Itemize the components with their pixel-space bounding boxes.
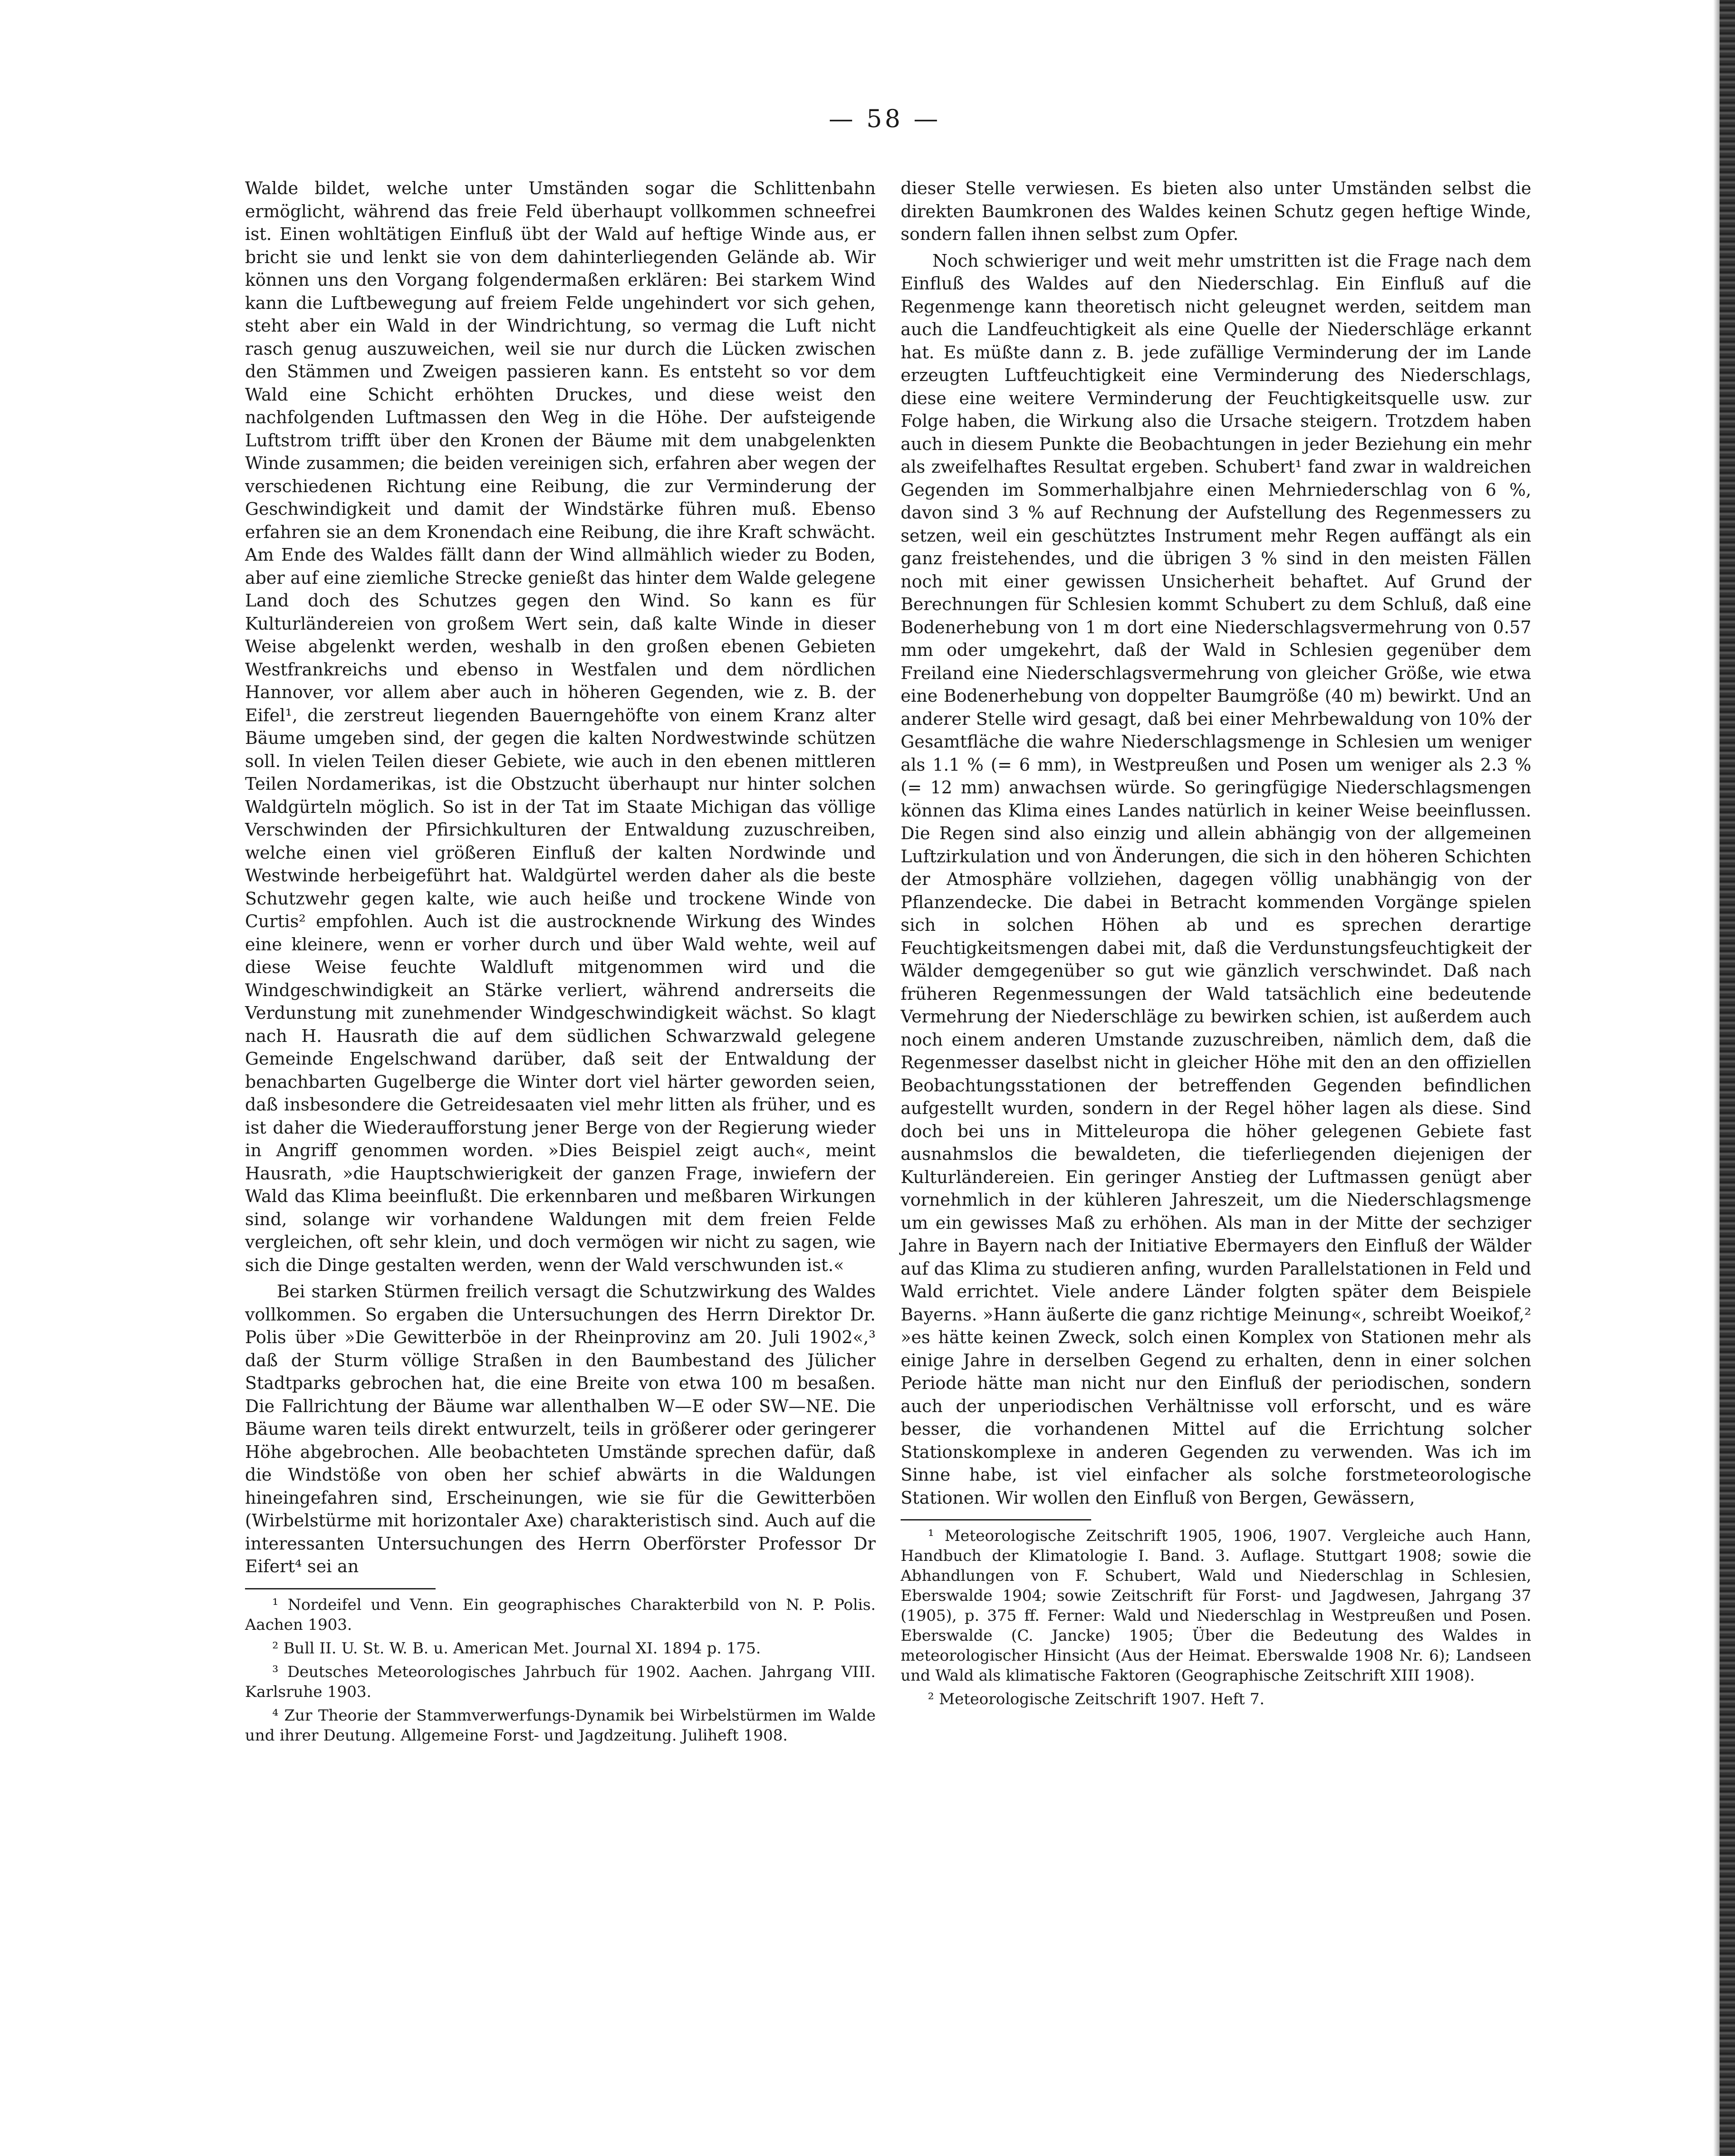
- left-footnote-3: ³ Deutsches Meteorologisches Jahrbuch für 1902. Aachen. Jahrgang VIII. Karlsruhe 1903.: [245, 1662, 876, 1701]
- right-footnote-divider: [901, 1519, 1091, 1520]
- right-footnote-2: ² Meteorologische Zeitschrift 1907. Heft 7.: [928, 1690, 1264, 1708]
- right-column: [901, 177, 1531, 1713]
- scan-edge-border: [1720, 0, 1735, 2156]
- left-footnotes: [245, 1595, 876, 1745]
- left-paragraph-1: Walde bildet, welche unter Umständen sogar die Schlittenbahn ermöglicht, während das freie Feld überhaupt vollkommen schneefrei ist. Einen wohltätigen Einfluß übt der Wald auf heftige Winde aus, er bricht sie und lenkt sie von dem dahinterliegenden Gelände ab. Wir können uns den Vorgang folgendermaßen erklären: Bei starkem Wind kann die Luftbewegung auf freiem Felde ungehindert vor sich gehen, steht aber ein Wald in der Windrichtung, so vermag die Luft nicht rasch genug auszuweichen, weil sie nur durch die Lücken zwischen den Stämmen und Zweigen passieren kann. Es entsteht so vor dem Wald eine Schicht erhöhten Druckes, und diese weist den nachfolgenden Luftmassen den Weg in die Höhe. Der aufsteigende Luftstrom trifft über den Kronen der Bäume mit dem unabgelenkten Winde zusammen; die beiden vereinigen sich, erfahren aber wegen der verschiedenen Richtung eine Reibung, die zur Verminderung der Geschwindigkeit und damit der Windstärke führen muß. Ebenso erfahren sie an dem Kronendach eine Reibung, die ihre Kraft schwächt. Am Ende des Waldes fällt dann der Wind allmählich wieder zu Boden, aber auf eine ziemliche Strecke genießt das hinter dem Walde gelegene Land doch des Schutzes gegen den Wind. So kann es für Kulturländereien von großem Wert sein, daß kalte Winde in dieser Weise abgelenkt werden, weshalb in den großen ebenen Gebieten Westfrankreichs und ebenso in Westfalen und dem nördlichen Hannover, vor allem aber auch in höheren Gegenden, wie z. B. der Eifel¹, die zerstreut liegenden Bauerngehöfte von einem Kranz alter Bäume umgeben sind, der gegen die kalten Nordwestwinde schützen soll. In vielen Teilen dieser Gebiete, wie auch in den ebenen mittleren Teilen Nordamerikas, ist die Obstzucht überhaupt nur hinter solchen Waldgürteln möglich. So ist in der Tat im Staate Michigan das völlige Verschwinden der Pfirsichkulturen der Entwaldung zuzuschreiben, welche einen viel größeren Einfluß der kalten Nordwinde und Westwinde herbeigeführt hat. Waldgürtel werden daher als die beste Schutzwehr gegen kalte, wie auch heiße und trockene Winde von Curtis² empfohlen. Auch ist die austrocknende Wirkung des Windes eine kleinere, wenn er vorher durch und über Wald wehte, weil auf diese Weise feuchte Waldluft mitgenommen wird und die Windgeschwindigkeit an Stärke verliert, während andrerseits die Verdunstung mit zunehmender Windgeschwindigkeit wächst. So klagt nach H. Hausrath die auf dem südlichen Schwarzwald gelegene Gemeinde Engelschwand darüber, daß seit der Entwaldung der benachbarten Gugelberge die Winter dort viel härter geworden seien, daß insbesondere die Getreidesaaten viel mehr litten als früher, und es ist daher die Wiederaufforstung jener Berge von der Regierung wieder in Angriff genommen worden. »Dies Beispiel zeigt auch«, meint Hausrath, »die Hauptschwierigkeit der ganzen Frage, inwiefern der Wald das Klima beeinflußt. Die erkennbaren und meßbaren Wirkungen sind, solange wir vorhandene Waldungen mit dem freien Felde vergleichen, oft sehr klein, und doch vermögen wir nicht zu sagen, wie sich die Dinge gestalten werden, wenn der Wald verschwunden ist.«: [245, 178, 876, 1275]
- right-footnote-1: ¹ Meteorologische Zeitschrift 1905, 1906, 1907. Vergleiche auch Hann, Handbuch der Klimatologie I. Band. 3. Auflage. Stuttgart 1908; sowie die Abhandlungen von F. Schubert, Wald und Niederschlag in Schlesien, Eberswalde 1904; sowie Zeitschrift für Forst- und Jagdwesen, Jahrgang 37 (1905), p. 375 ff. Ferner: Wald und Niederschlag in Westpreußen und Posen. Eberswalde (C. Jancke) 1905; Über die Bedeutung des Waldes in meteorologischer Hinsicht (Aus der Heimat. Eberswalde 1908 Nr. 6); Landseen und Wald als klimatische Faktoren (Geographische Zeitschrift XIII 1908).: [901, 1527, 1531, 1685]
- right-paragraph-2: Noch schwieriger und weit mehr umstritten ist die Frage nach dem Einfluß des Waldes auf den Niederschlag. Ein Einfluß auf die Regenmenge kann theoretisch nicht geleugnet werden, seitdem man auch die Landfeuchtigkeit als eine Quelle der Niederschläge erkannt hat. Es müßte dann z. B. jede zufällige Verminderung der im Lande erzeugten Luftfeuchtigkeit eine Verminderung des Niederschlags, diese eine weitere Verminderung der Feuchtigkeitsquelle usw. zur Folge haben, die Wirkung also die Ursache steigern. Trotzdem haben auch in diesem Punkte die Beobachtungen in jeder Beziehung ein mehr als zweifelhaftes Resultat ergeben. Schubert¹ fand zwar in waldreichen Gegenden im Sommerhalbjahre einen Mehrniederschlag von 6 %, davon sind 3 % auf Rechnung der Aufstellung des Regenmessers zu setzen, weil ein geschütztes Instrument mehr Regen auffängt als ein ganz freistehendes, und die übrigen 3 % sind in den meisten Fällen noch mit einer gewissen Unsicherheit behaftet. Auf Grund der Berechnungen für Schlesien kommt Schubert zu dem Schluß, daß eine Bodenerhebung von 1 m dort eine Niederschlagsvermehrung von 0.57 mm oder umgekehrt, daß der Wald in Schlesien gegenüber dem Freiland eine Niederschlagsvermehrung von gleicher Größe, wie etwa eine Bodenerhebung von doppelter Baumgröße (40 m) bewirkt. Und an anderer Stelle wird gesagt, daß bei einer Mehrbewaldung von 10% der Gesamtfläche die wahre Niederschlagsmenge in Schlesien um weniger als 1.1 % (= 6 mm), in Westpreußen und Posen um weniger als 2.3 % (= 12 mm) anwachsen würde. So geringfügige Niederschlagsmengen können das Klima eines Landes natürlich in keiner Weise beeinflussen. Die Regen sind also einzig und allein abhängig von der allgemeinen Luftzirkulation und von Änderungen, die sich in den höheren Schichten der Atmosphäre vollziehen, dagegen völlig unabhängig von der Pflanzendecke. Die dabei in Betracht kommenden Vorgänge spielen sich in solchen Höhen ab und es sprechen derartige Feuchtigkeitsmengen dabei mit, daß die Verdunstungsfeuchtigkeit der Wälder demgegenüber so gut wie gänzlich verschwindet. Daß nach früheren Regenmessungen der Wald tatsächlich eine bedeutende Vermehrung der Niederschläge zu bewirken schien, ist außerdem auch noch einem anderen Umstande zuzuschreiben, nämlich dem, daß die Regenmesser daselbst nicht in gleicher Höhe mit den an den offiziellen Beobachtungsstationen der betreffenden Gegenden befindlichen aufgestellt wurden, sondern in der Regel höher lagen als diese. Sind doch bei uns in Mitteleuropa die höher gelegenen Gebiete fast ausnahmslos die bewaldeten, die tieferliegenden diejenigen der Kulturländereien. Ein geringer Anstieg der Luftmassen genügt aber vornehmlich in der kühleren Jahreszeit, um die Niederschlagsmenge um ein gewisses Maß zu erhöhen. Als man in der Mitte der sechziger Jahre in Bayern nach der Initiative Ebermayers den Einfluß der Wälder auf das Klima zu studieren anfing, wurden Parallelstationen in Feld und Wald errichtet. Viele andere Länder folgten später dem Beispiele Bayerns. »Hann äußerte die ganz richtige Meinung«, schreibt Woeikof,² »es hätte keinen Zweck, solch einen Komplex von Stationen mehr als einige Jahre in derselben Gegend zu erhalten, denn in einer solchen Periode hätte man nicht nur den Einfluß der periodischen, sondern auch der unperiodischen Verhältnisse voll erforscht, und es wäre besser, die vorhandenen Mittel auf die Errichtung solcher Stationskomplexe in anderen Gegenden zu verwenden. Was ich im Sinne habe, ist viel einfacher als solche forstmeteorologische Stationen. Wir wollen den Einfluß von Bergen, Gewässern,: [901, 250, 1531, 1508]
- left-footnote-1: ¹ Nordeifel und Venn. Ein geographisches Charakterbild von N. P. Polis. Aachen 1903.: [245, 1595, 876, 1634]
- page-edge-shadow: [1713, 0, 1720, 2156]
- right-footnotes: [901, 1526, 1531, 1709]
- left-footnote-2: ² Bull II. U. St. W. B. u. American Met. Journal XI. 1894 p. 175.: [272, 1639, 761, 1657]
- right-paragraph-1: dieser Stelle verwiesen. Es bieten also unter Umständen selbst die direkten Baumkronen des Waldes keinen Schutz gegen heftige Winde, sondern fallen ihnen selbst zum Opfer.: [901, 178, 1531, 244]
- left-footnote-4: ⁴ Zur Theorie der Stammverwerfungs-Dynamik bei Wirbelstürmen im Walde und ihrer Deutung. Allgemeine Forst- und Jagdzeitung. Juliheft 1908.: [245, 1706, 876, 1745]
- left-footnote-divider: [245, 1588, 436, 1589]
- left-column: [245, 177, 876, 1749]
- left-paragraph-2: Bei starken Stürmen freilich versagt die Schutzwirkung des Waldes vollkommen. So ergaben die Untersuchungen des Herrn Direktor Dr. Polis über »Die Gewitterböe in der Rheinprovinz am 20. Juli 1902«,³ daß der Sturm völlige Straßen in den Baumbestand des Jülicher Stadtparks gebrochen hat, die eine Breite von etwa 100 m besaßen. Die Fallrichtung der Bäume war allenthalben W—E oder SW—NE. Die Bäume waren teils direkt entwurzelt, teils in größerer oder geringerer Höhe abgebrochen. Alle beobachteten Umstände sprechen dafür, daß die Windstöße von oben her schief abwärts in die Waldungen hineingefahren sind, Erscheinungen, wie sie für die Gewitterböen (Wirbelstürme mit horizontaler Axe) charakteristisch sind. Auch auf die interessanten Untersuchungen des Herrn Oberförster Professor Dr Eifert⁴ sei an: [245, 1281, 876, 1576]
- page-number: — 58 —: [828, 104, 941, 133]
